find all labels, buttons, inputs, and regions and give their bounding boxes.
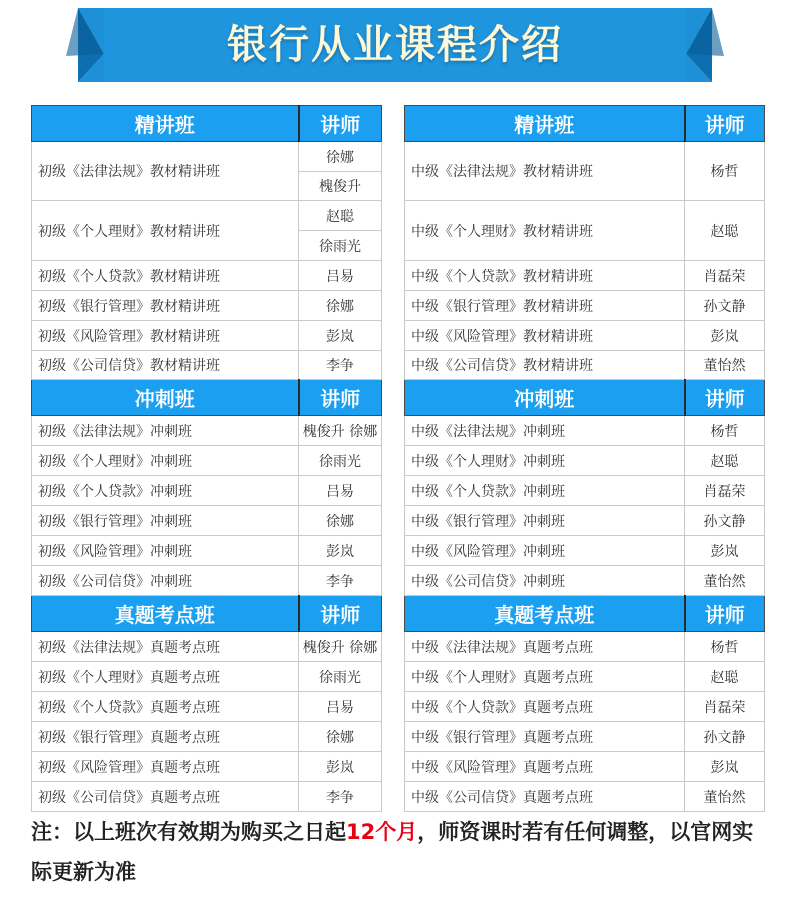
teacher-name: 徐雨光 <box>299 662 382 692</box>
teacher-header: 讲师 <box>685 106 765 142</box>
section-title: 真题考点班 <box>405 596 685 632</box>
teacher-name: 槐俊升 徐娜 <box>299 632 382 662</box>
table-row <box>32 722 382 752</box>
course-name: 初级《法律法规》真题考点班 <box>32 632 299 662</box>
course-name: 初级《个人贷款》真题考点班 <box>32 692 299 722</box>
teacher-name: 赵聪 <box>685 201 765 261</box>
table-junior <box>31 105 382 812</box>
teacher-header: 讲师 <box>685 380 765 416</box>
teacher-header: 讲师 <box>685 596 765 632</box>
table-row <box>32 416 382 446</box>
teacher-name: 徐娜 <box>299 722 382 752</box>
course-name: 初级《法律法规》冲刺班 <box>32 416 299 446</box>
course-name: 中级《风险管理》教材精讲班 <box>405 321 685 351</box>
table-row <box>405 416 765 446</box>
teacher-name: 槐俊升 徐娜 <box>299 416 382 446</box>
course-name: 中级《风险管理》真题考点班 <box>405 752 685 782</box>
course-name: 初级《个人理财》教材精讲班 <box>32 201 299 261</box>
table-intermediate <box>404 105 765 812</box>
course-name: 初级《风险管理》教材精讲班 <box>32 321 299 351</box>
page-title: 银行从业课程介绍 <box>227 22 563 68</box>
course-name: 中级《个人贷款》真题考点班 <box>405 692 685 722</box>
table-row <box>32 632 382 662</box>
teacher-name: 赵聪 <box>685 662 765 692</box>
section-header <box>32 106 382 142</box>
teacher-name: 彭岚 <box>299 536 382 566</box>
section-header <box>405 380 765 416</box>
teacher-header: 讲师 <box>299 380 382 416</box>
table-row <box>405 321 765 351</box>
course-name: 初级《银行管理》冲刺班 <box>32 506 299 536</box>
table-row <box>32 506 382 536</box>
course-name: 中级《法律法规》教材精讲班 <box>405 142 685 201</box>
section-header <box>405 596 765 632</box>
table-row <box>32 351 382 380</box>
course-name: 中级《法律法规》真题考点班 <box>405 632 685 662</box>
teacher-name: 徐雨光 <box>299 446 382 476</box>
teacher-header: 讲师 <box>299 106 382 142</box>
table-row <box>32 662 382 692</box>
teacher-name: 肖磊荣 <box>685 692 765 722</box>
table-row <box>32 321 382 351</box>
course-name: 中级《公司信贷》教材精讲班 <box>405 351 685 380</box>
teacher-name: 孙文静 <box>685 506 765 536</box>
table-row <box>405 722 765 752</box>
footnote-highlight: 12个月 <box>346 820 418 844</box>
course-name: 初级《公司信贷》教材精讲班 <box>32 351 299 380</box>
table-row <box>32 201 382 231</box>
teacher-name: 彭岚 <box>685 752 765 782</box>
teacher-name: 杨哲 <box>685 416 765 446</box>
teacher-name: 孙文静 <box>685 291 765 321</box>
teacher-name: 李争 <box>299 566 382 596</box>
course-name: 中级《个人理财》冲刺班 <box>405 446 685 476</box>
teacher-name: 吕易 <box>299 476 382 506</box>
teacher-name: 李争 <box>299 782 382 812</box>
table-row <box>405 782 765 812</box>
course-name: 中级《公司信贷》冲刺班 <box>405 566 685 596</box>
course-name: 中级《个人贷款》教材精讲班 <box>405 261 685 291</box>
table-row <box>405 476 765 506</box>
table-row <box>32 752 382 782</box>
table-row <box>405 201 765 261</box>
course-name: 初级《法律法规》教材精讲班 <box>32 142 299 201</box>
teacher-name: 彭岚 <box>299 321 382 351</box>
course-name: 中级《个人理财》教材精讲班 <box>405 201 685 261</box>
table-row <box>405 662 765 692</box>
section-title: 冲刺班 <box>32 380 299 416</box>
section-header <box>32 596 382 632</box>
teacher-name: 徐雨光 <box>299 231 382 261</box>
section-title: 真题考点班 <box>32 596 299 632</box>
table-row <box>405 536 765 566</box>
table-row <box>405 291 765 321</box>
table-row <box>405 752 765 782</box>
course-name: 初级《银行管理》教材精讲班 <box>32 291 299 321</box>
teacher-name: 彭岚 <box>685 536 765 566</box>
teacher-name: 徐娜 <box>299 506 382 536</box>
table-row <box>405 506 765 536</box>
course-name: 中级《银行管理》真题考点班 <box>405 722 685 752</box>
course-name: 中级《银行管理》冲刺班 <box>405 506 685 536</box>
course-name: 初级《个人贷款》冲刺班 <box>32 476 299 506</box>
course-name: 初级《公司信贷》真题考点班 <box>32 782 299 812</box>
teacher-header: 讲师 <box>299 596 382 632</box>
table-row <box>32 692 382 722</box>
table-row <box>405 632 765 662</box>
table-row <box>32 566 382 596</box>
table-row <box>32 536 382 566</box>
course-name: 中级《法律法规》冲刺班 <box>405 416 685 446</box>
teacher-name: 吕易 <box>299 692 382 722</box>
course-name: 初级《个人理财》真题考点班 <box>32 662 299 692</box>
teacher-name: 徐娜 <box>299 291 382 321</box>
table-row <box>32 261 382 291</box>
teacher-name: 徐娜 <box>299 142 382 172</box>
teacher-name: 肖磊荣 <box>685 261 765 291</box>
teacher-name: 彭岚 <box>685 321 765 351</box>
section-title: 精讲班 <box>32 106 299 142</box>
course-name: 中级《个人贷款》冲刺班 <box>405 476 685 506</box>
course-name: 初级《风险管理》冲刺班 <box>32 536 299 566</box>
teacher-name: 赵聪 <box>299 201 382 231</box>
table-row <box>32 291 382 321</box>
teacher-name: 董怡然 <box>685 351 765 380</box>
teacher-name: 彭岚 <box>299 752 382 782</box>
section-title: 精讲班 <box>405 106 685 142</box>
footnote-suffix: ，师资课时若有任何调整，以官网实际更新为准 <box>31 820 754 884</box>
table-row <box>32 782 382 812</box>
table-row <box>405 692 765 722</box>
teacher-name: 董怡然 <box>685 782 765 812</box>
teacher-name: 李争 <box>299 351 382 380</box>
course-name: 中级《个人理财》真题考点班 <box>405 662 685 692</box>
table-row <box>405 351 765 380</box>
course-name: 初级《风险管理》真题考点班 <box>32 752 299 782</box>
course-name: 中级《公司信贷》真题考点班 <box>405 782 685 812</box>
course-name: 初级《银行管理》真题考点班 <box>32 722 299 752</box>
table-row <box>405 142 765 201</box>
course-name: 中级《风险管理》冲刺班 <box>405 536 685 566</box>
table-row <box>32 142 382 172</box>
teacher-name: 吕易 <box>299 261 382 291</box>
course-name: 中级《银行管理》教材精讲班 <box>405 291 685 321</box>
teacher-name: 杨哲 <box>685 142 765 201</box>
section-header <box>32 380 382 416</box>
teacher-name: 赵聪 <box>685 446 765 476</box>
course-name: 初级《个人贷款》教材精讲班 <box>32 261 299 291</box>
section-header <box>405 106 765 142</box>
teacher-name: 杨哲 <box>685 632 765 662</box>
footnote <box>31 812 771 892</box>
course-name: 初级《个人理财》冲刺班 <box>32 446 299 476</box>
table-row <box>405 446 765 476</box>
header-banner <box>0 0 790 96</box>
table-row <box>32 446 382 476</box>
table-row <box>32 476 382 506</box>
teacher-name: 槐俊升 <box>299 172 382 201</box>
teacher-name: 肖磊荣 <box>685 476 765 506</box>
footnote-prefix: 注：以上班次有效期为购买之日起 <box>31 820 346 844</box>
table-row <box>405 566 765 596</box>
section-title: 冲刺班 <box>405 380 685 416</box>
course-name: 初级《公司信贷》冲刺班 <box>32 566 299 596</box>
table-row <box>405 261 765 291</box>
teacher-name: 孙文静 <box>685 722 765 752</box>
teacher-name: 董怡然 <box>685 566 765 596</box>
